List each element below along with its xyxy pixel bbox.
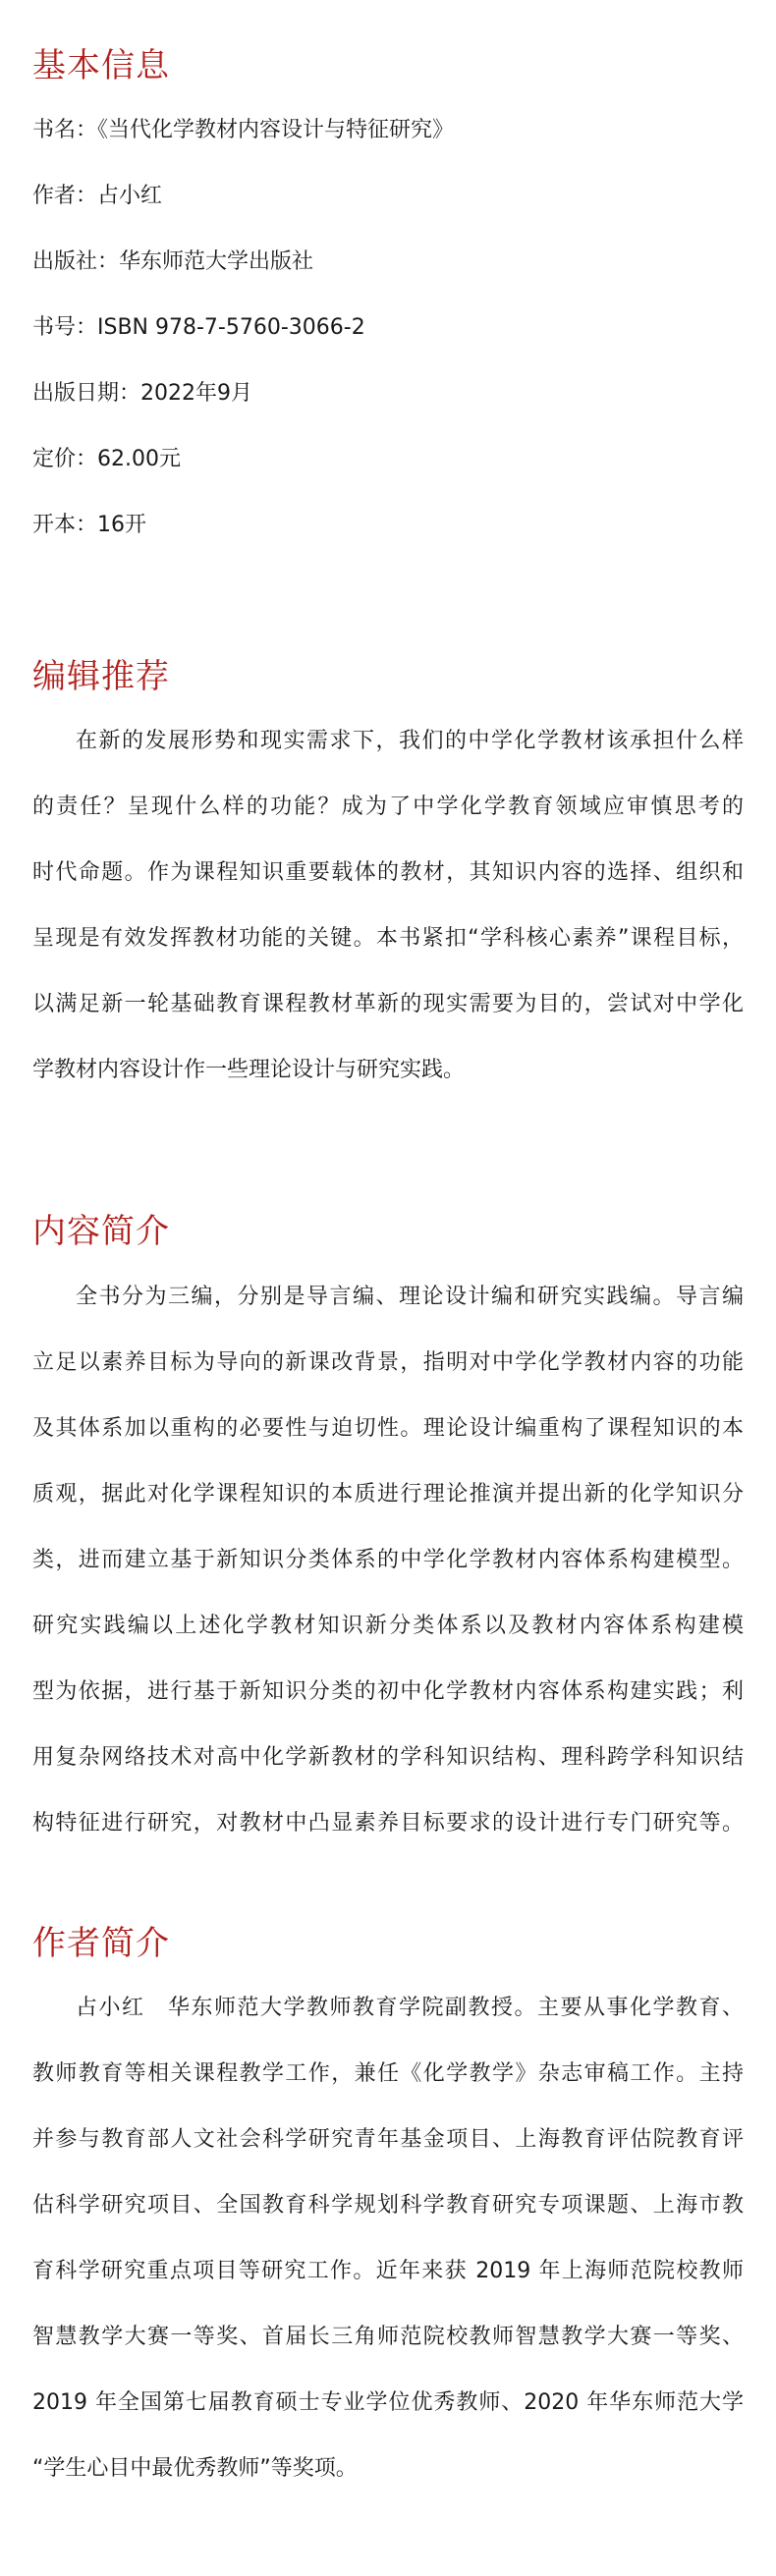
- text-line: 智慧教学大赛一等奖、首届长三角师范院校教师智慧教学大赛一等奖、: [32, 2325, 744, 2349]
- content-summary-heading: 内容简介: [32, 1212, 170, 1251]
- text-line: 质观，据此对化学课程知识的本质进行理论推演并提出新的化学知识分: [32, 1482, 744, 1507]
- text-line: 呈现是有效发挥教材功能的关键。本书紧扣“学科核心素养”课程目标，: [32, 926, 744, 951]
- text-line: 全书分为三编，分别是导言编、理论设计编和研究实践编。导言编: [76, 1285, 744, 1309]
- text-line: 研究实践编以上述化学教材知识新分类体系以及教材内容体系构建模: [32, 1614, 744, 1638]
- text-line: 立足以素养目标为导向的新课改背景，指明对中学化学教材内容的功能: [32, 1350, 744, 1375]
- text-line: 并参与教育部人文社会科学研究青年基金项目、上海教育评估院教育评: [32, 2127, 744, 2152]
- basic-info-heading: 基本信息: [32, 46, 170, 85]
- text-line: 估科学研究项目、全国教育科学规划科学教育研究专项课题、上海市教: [32, 2193, 744, 2218]
- book-title-line: 书名：《当代化学教材内容设计与特征研究》: [32, 118, 455, 142]
- price-line: 定价：62.00元: [32, 447, 181, 471]
- text-line: 教师教育等相关课程教学工作，兼任《化学教学》杂志审稿工作。主持: [32, 2061, 744, 2086]
- text-line: 构特征进行研究，对教材中凸显素养目标要求的设计进行专门研究等。: [32, 1811, 744, 1836]
- text-line: 类，进而建立基于新知识分类体系的中学化学教材内容体系构建模型。: [32, 1548, 744, 1572]
- format-line: 开本：16开: [32, 513, 146, 537]
- text-line: 型为依据，进行基于新知识分类的初中化学教材内容体系构建实践；利: [32, 1679, 744, 1704]
- text-line: 在新的发展形势和现实需求下，我们的中学化学教材该承担什么样: [76, 729, 744, 753]
- publish-date-line: 出版日期：2022年9月: [32, 381, 252, 406]
- text-line: 育科学研究重点项目等研究工作。近年来获 2019 年上海师范院校教师: [32, 2259, 744, 2283]
- text-line: “学生心目中最优秀教师”等奖项。: [32, 2456, 358, 2481]
- text-line: 占小红 华东师范大学教师教育学院副教授。主要从事化学教育、: [76, 1996, 744, 2020]
- publisher-line: 出版社：华东师范大学出版社: [32, 249, 314, 274]
- text-line: 用复杂网络技术对高中化学新教材的学科知识结构、理科跨学科知识结: [32, 1745, 744, 1770]
- author-intro-text: [32, 1998, 744, 2524]
- text-line: 2019 年全国第七届教育硕士专业学位优秀教师、2020 年华东师范大学: [32, 2390, 744, 2415]
- text-line: 的责任？呈现什么样的功能？成为了中学化学教育领域应审慎思考的: [32, 795, 744, 819]
- author-line: 作者：占小红: [32, 184, 163, 208]
- text-line: 以满足新一轮基础教育课程教材革新的现实需要为目的，尝试对中学化: [32, 992, 744, 1016]
- isbn-line: 书号：ISBN 978-7-5760-3066-2: [32, 315, 365, 340]
- editor-recommendation-text: [32, 731, 744, 1125]
- text-line: 及其体系加以重构的必要性与迫切性。理论设计编重构了课程知识的本: [32, 1416, 744, 1441]
- content-summary-text: [32, 1287, 744, 1879]
- text-line: 学教材内容设计作一些理论设计与研究实践。: [32, 1058, 466, 1082]
- text-line: 时代命题。作为课程知识重要载体的教材，其知识内容的选择、组织和: [32, 860, 744, 885]
- editor-recommendation-heading: 编辑推荐: [32, 657, 170, 696]
- author-intro-heading: 作者简介: [32, 1924, 170, 1963]
